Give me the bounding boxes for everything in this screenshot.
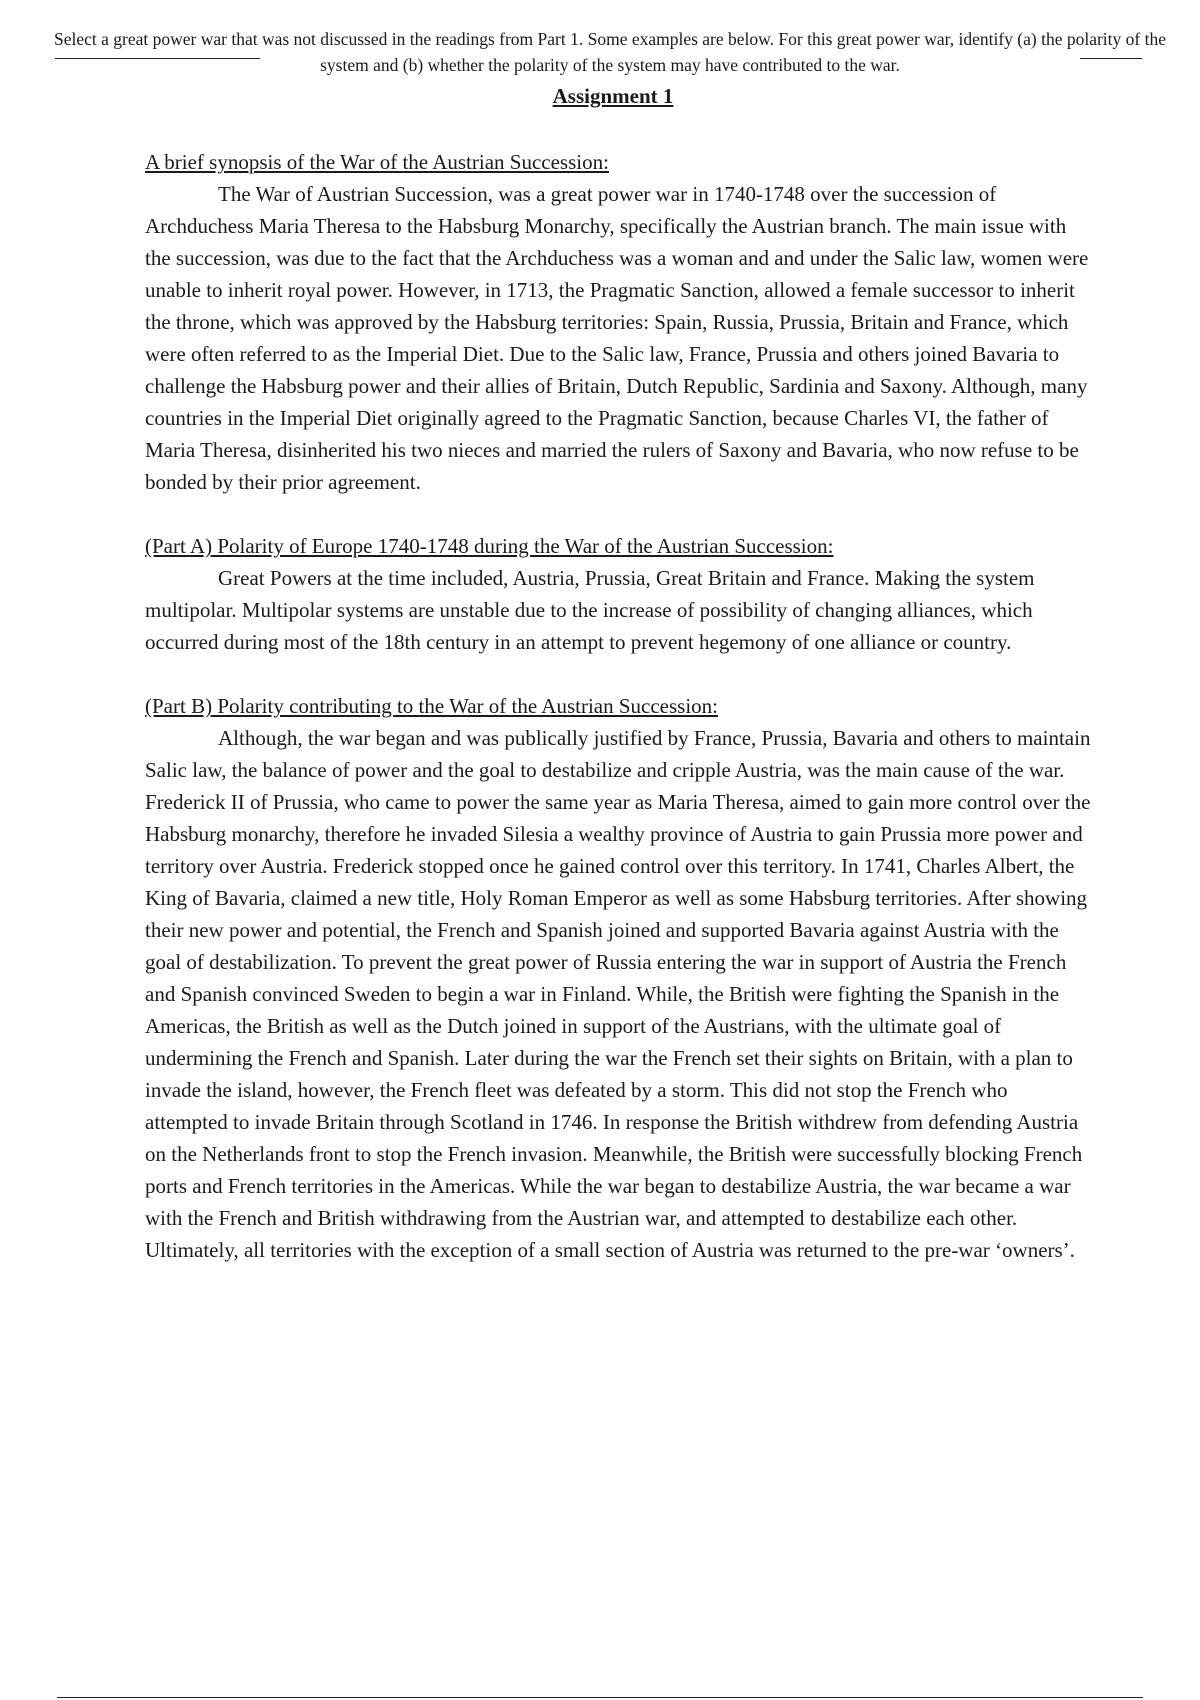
section-paragraph: The War of Austrian Succession, was a great power war in 1740-1748 over the succession of Archduchess Maria Theresa to the Habsburg Monarchy, specifically the Austrian branch. The main issue with the succession, was due to the fact that the Archduchess was a woman and and under the Salic law, women were unable to inherit royal power. However, in 1713, the Pragmatic Sanction, allowed a female successor to inherit the throne, which was approved by the Habsburg territories: Spain, Russia, Prussia, Britain and France, which were often referred to as the Imperial Diet. Due to the Salic law, France, Prussia and others joined Bavaria to challenge the Habsburg power and their allies of Britain, Dutch Republic, Sardinia and Saxony. Although, many countries in the Imperial Diet originally agreed to the Pragmatic Sanction, because Charles VI, the father of Maria Theresa, disinherited his two nieces and married the rulers of Saxony and Bavaria, who now refuse to be bonded by their prior agreement. [145, 182, 1089, 494]
prompt-rule-left [55, 58, 260, 59]
section-heading: A brief synopsis of the War of the Austrian Succession: [145, 150, 609, 174]
synopsis-section [145, 146, 1095, 498]
footer-rule [57, 1697, 1143, 1698]
section-heading: (Part A) Polarity of Europe 1740-1748 during the War of the Austrian Succession: [145, 534, 834, 558]
section-paragraph: Although, the war began and was publically justified by France, Prussia, Bavaria and others to maintain Salic law, the balance of power and the goal to destabilize and cripple Austria, was the main cause of the war. Frederick II of Prussia, who came to power the same year as Maria Theresa, aimed to gain more control over the Habsburg monarchy, therefore he invaded Silesia a wealthy province of Austria to gain Prussia more power and territory over Austria. Frederick stopped once he gained control over this territory. In 1741, Charles Albert, the King of Bavaria, claimed a new title, Holy Roman Emperor as well as some Habsburg territories. After showing their new power and potential, the French and Spanish joined and supported Bavaria against Austria with the goal of destabilization. To prevent the great power of Russia entering the war in support of Austria the French and Spanish convinced Sweden to begin a war in Finland. While, the British were fighting the Spanish in the Americas, the British as well as the Dutch joined in support of the Austrians, with the ultimate goal of undermining the French and Spanish. Later during the war the French set their sights on Britain, with a plan to invade the island, however, the French fleet was defeated by a storm. This did not stop the French who attempted to invade Britain through Scotland in 1746. In response the British withdrew from defending Austria on the Netherlands front to stop the French invasion. Meanwhile, the British were successfully blocking French ports and French territories in the Americas. While the war began to destabilize Austria, the war became a war with the French and British withdrawing from the Austrian war, and attempted to destabilize each other. Ultimately, all territories with the exception of a small section of Austria was returned to the pre-war ‘owners’. [145, 726, 1091, 1262]
document-body [145, 146, 1095, 1298]
page-title: Assignment 1 [552, 84, 674, 108]
section-paragraph: Great Powers at the time included, Austria, Prussia, Great Britain and France. Making the system multipolar. Multipolar systems are unstable due to the increase of possibility of changing alliances, which occurred during most of the 18th century in an attempt to prevent hegemony of one alliance or country. [145, 566, 1035, 654]
prompt-rule-right [1080, 58, 1142, 59]
section-heading: (Part B) Polarity contributing to the War of the Austrian Succession: [145, 694, 718, 718]
assignment-prompt: Select a great power war that was not discussed in the readings from Part 1. Some examples are below. For this great power war, identify (a) the polarity of the system and (b) whether the polarity of the system may have contributed to the war. [54, 29, 1166, 75]
part-b-section [145, 690, 1095, 1266]
part-a-section [145, 530, 1095, 658]
